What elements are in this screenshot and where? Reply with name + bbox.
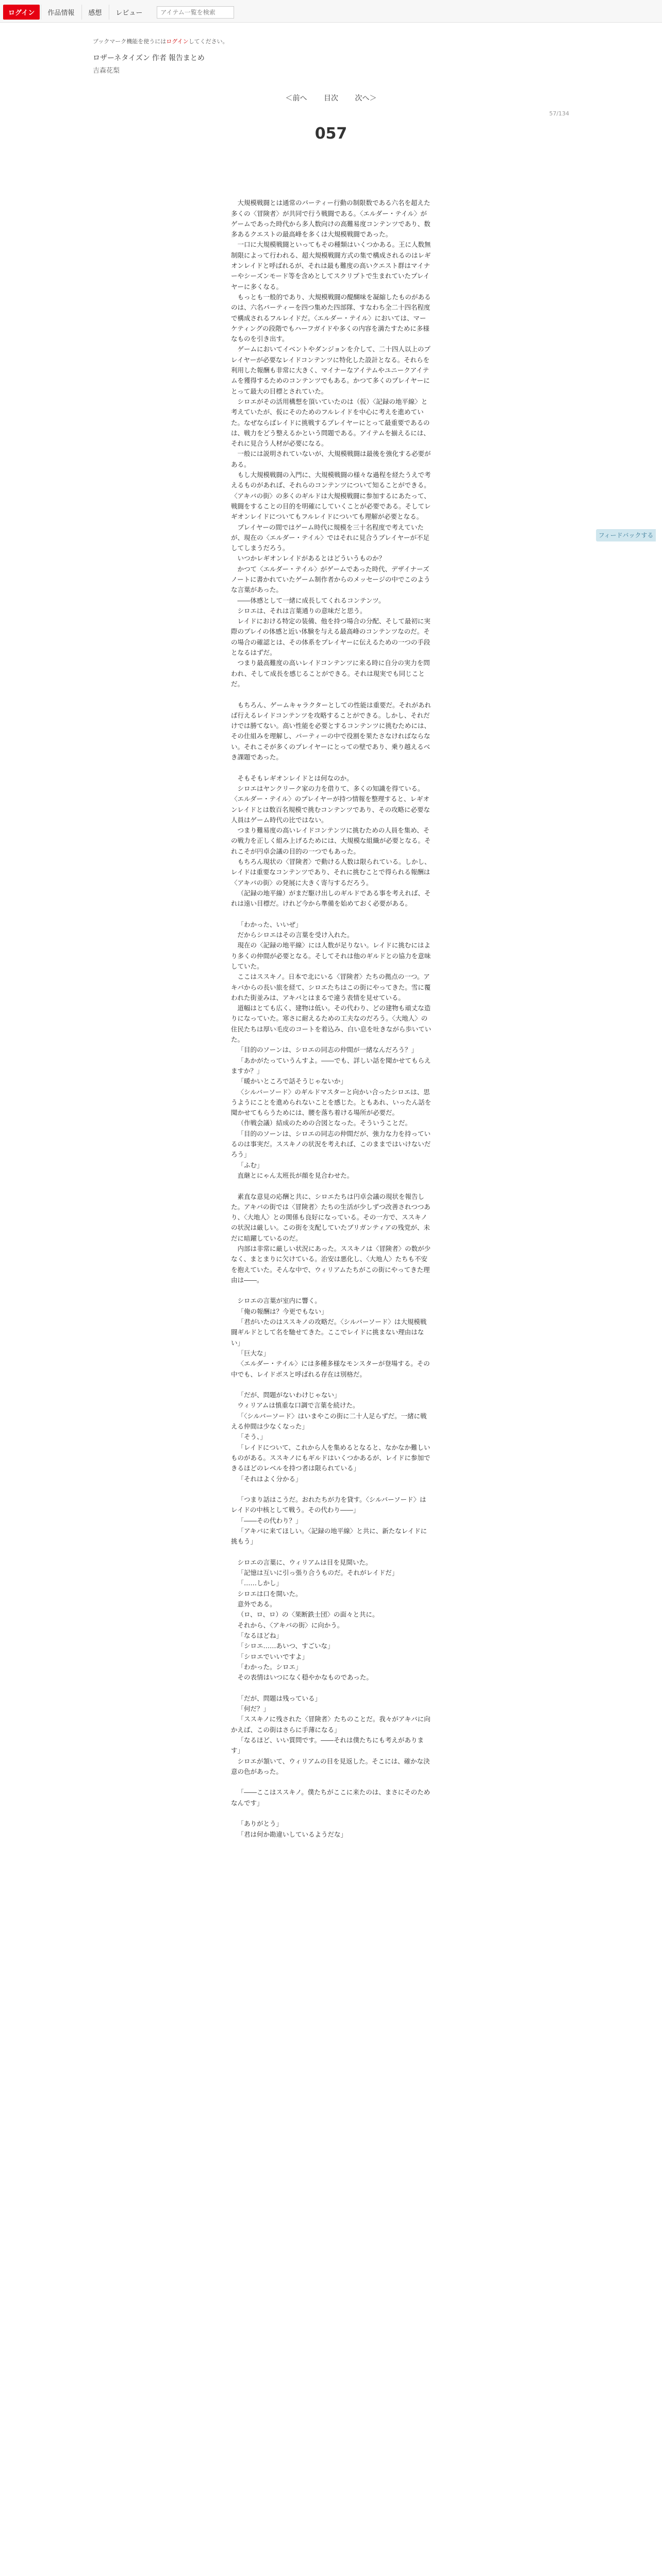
body-paragraph: 「だが、問題がないわけじゃない」 (237, 1391, 341, 1399)
body-paragraph: 素直な意見の応酬と共に、シロエたちは円卓会議の現状を報告した。アキバの街では〈冒険者〉たちの生活が少しずつ改善されつつあり、〈大地人〉との関係も良好になっている。その一方で、ススキノの状況は厳しい。この街を支配していたブリガンティアの残党が、未だに暗躍しているのだ。 (231, 1192, 431, 1242)
notice-after: してください。 (188, 38, 228, 45)
body-paragraph: ここはススキノ。日本で北にいる〈冒険者〉たちの拠点の一つ。アキバからの長い旅を経て、シロエたちはこの街にやってきた。雪に覆われた街並みは、アキバとはまるで違う表情を見せている。 (231, 973, 431, 1002)
body-paragraph: 「君がいたのはススキノの攻略だ。〈シルバーソード〉は大規模戦闘ギルドとして名を馳せてきた。ここでレイドに挑まない理由はない」 (231, 1318, 427, 1347)
body-paragraph: ゲームにおいてイベントやダンジョンを介して、二十四人以上のプレイヤーが必要なレイドコンテンツに特化した設計となる。それらを利用した報酬も非常に大きく、マイナーなアイテムやユニークアイテムを獲得するためのコンテンツでもある。かつて多くのプレイヤーにとって最大の目標とされていた。 (231, 345, 431, 395)
body-paragraph: 「あかがたっていうんすよ。――でも、詳しい話を聞かせてもらえますか？」 (231, 1056, 431, 1075)
body-paragraph: 「なるほど、いい質問です。――それは僕たちにも考えがあります」 (231, 1736, 424, 1755)
body-paragraph: シロエは口を開いた。 (237, 1589, 302, 1598)
author-name[interactable]: 吉森花梨 (93, 67, 120, 75)
body-paragraph: 「それはよく分かる」 (237, 1475, 302, 1483)
body-paragraph: シロエは、それは言葉通りの意味だと思う。 (237, 606, 367, 615)
nav-work-info[interactable]: 作品情報 (41, 5, 80, 20)
body-paragraph: 内部は非常に厳しい状況にあった。ススキノは〈冒険者〉の数が少なく、まとまりに欠けている。治安は悪化し、〈大地人〉たちも不安を抱えていた。そんな中で、ウィリアムたちがこの街にやってきた理由は――。 (231, 1244, 431, 1284)
body-paragraph (231, 1683, 432, 1693)
body-paragraph: つまり難易度の高いレイドコンテンツに挑むための人員を集め、その戦力を正しく組み上げるためには、大規模な組織が必要となる。それこそが円卓会議の目的の一つでもあった。 (231, 826, 431, 855)
breadcrumb-sep: 作者 (152, 54, 167, 62)
search-input[interactable] (157, 6, 234, 19)
body-paragraph (231, 1808, 432, 1819)
body-paragraph: 「なるほどね」 (237, 1631, 283, 1639)
body-paragraph: 「……しかし」 (237, 1579, 283, 1587)
body-paragraph: 「つまり話はこうだ。おれたちが力を貸す。〈シルバーソード〉はレイドの中核として戦う。その代わり――」 (231, 1496, 426, 1514)
body-paragraph: かつて〈エルダー・テイル〉がゲームであった時代、デザイナーズノートに書かれていたゲーム制作者からのメッセージの中でこのような言葉があった。 (231, 565, 431, 594)
body-paragraph: もし大規模戦闘の入門に、大規模戦闘の様々な過程を経たうえで考えるものがあれば、それらのコンテンツについて知ることができる。〈アキバの街〉の多くのギルドは大規模戦闘に参加するにあたって、戦闘をすることの目的を明確にしていくことが必要である。そしてレギオンレイドについてもフルレイドについても理解が必要となる。 (231, 471, 431, 521)
notice-login-link[interactable]: ログイン (166, 38, 189, 45)
body-paragraph: それから、〈アキバの街〉に向かう。 (237, 1621, 344, 1629)
body-paragraph (231, 689, 432, 700)
body-paragraph: 「目的のソーンは、シロエの同志の仲間が一緒なんだろう？」 (237, 1046, 418, 1054)
header-nav (3, 5, 234, 20)
body-paragraph: シロエはヤンクリーク家の力を借りて、多くの知識を得ている。〈エルダー・テイル〉のプレイヤーが持つ情報を整理すると、レギオンレイドとは数百名規模で挑むコンテンツであり、その攻略に必要な人員はゲーム時代の比ではない。 (231, 784, 430, 824)
breadcrumb (93, 53, 205, 63)
body-paragraph: その表情はいつになく穏やかなものであった。 (237, 1673, 373, 1682)
body-paragraph: 「ススキノに残された〈冒険者〉たちのことだ。我々がアキバに向かえば、この街はさらに手薄になる」 (231, 1715, 431, 1734)
body-paragraph: だからシロエはその言葉を受け入れた。 (237, 931, 354, 939)
body-paragraph (231, 188, 432, 198)
body-paragraph: 「レイドについて、これから人を集めるとなると、なかなか難しいものがある。ススキノにもギルドはいくつかあるが、レイドに参加できるほどのレベルを持つ者は限られている」 (231, 1443, 431, 1472)
body-paragraph: シロエがその活用構想を頂いていたのは（仮）〈記録の地平線〉と考えていたが、仮にそのためのフルレイドを中心に考えを進めていた。なぜならばレイドに挑戦するプレイヤーにとって最重要であるのは、戦力をどう整えるかという問題である。アイテムを揃えるには、それに見合う人材が必要になる。 (231, 397, 430, 448)
body-paragraph (231, 909, 432, 919)
episode-title: 057 (315, 125, 347, 143)
body-paragraph: シロエが頷いて、ウィリアムの目を見返した。そこには、確かな決意の色があった。 (231, 1757, 430, 1775)
body-paragraph: 「わかった、いいぜ」 (237, 920, 302, 928)
body-paragraph: シロエの言葉が室内に響く。 (237, 1297, 321, 1305)
body-paragraph: いつかレギオンレイドがあるとはどういうものか？ (237, 554, 386, 563)
body-paragraph: 「暖かいところで話そうじゃないか」 (237, 1077, 347, 1086)
body-paragraph: 「わかった。シロエ」 (237, 1663, 302, 1671)
body-paragraph: 「そう、」 (237, 1433, 267, 1441)
body-paragraph: 「目的のソーンは、シロエの同志の仲間だが、強力な力を持っているのは事実だ。ススキノの状況を考えれば、このままではいけないだろう」 (231, 1129, 431, 1159)
body-paragraph (231, 1380, 432, 1390)
body-paragraph: （作戦会議）結成のための合図となった。そういうことだ。 (237, 1119, 412, 1127)
body-paragraph: シロエの言葉に、ウィリアムは目を見開いた。 (237, 1558, 372, 1566)
body-paragraph: 意外である。 (237, 1600, 276, 1608)
body-paragraph: プレイヤーの間ではゲーム時代に規模を三十名程度で考えていたが、現在の〈エルダー・テイル〉ではそれに見合うプレイヤーが不足してしまうだろう。 (231, 523, 430, 552)
body-paragraph: 「俺の報酬は？今更でもない」 (237, 1307, 328, 1315)
body-paragraph: 〈エルダー・テイル〉には多種多様なモンスターが登場する。その中でも、レイドボスと呼ばれる存在は別格だ。 (231, 1360, 430, 1378)
body-paragraph: 「アキバに来てほしい。〈記録の地平線〉と共に、新たなレイドに挑もう」 (231, 1527, 427, 1546)
body-paragraph: 「シロエでいいですよ」 (237, 1652, 309, 1660)
body-paragraph (231, 1285, 432, 1296)
nav-reviews[interactable]: レビュー (109, 5, 148, 20)
body-paragraph: もっとも一般的であり、大規模戦闘の醍醐味を凝縮したものがあるのは、六名パーティーを四つ集めた四部隊、すなわち全二十四名程度で構成されるフルレイドだ。〈エルダー・テイル〉においては、マーケティングの段階でもハーフガイドや多くの内容を満たすために多様なものを引き出す。 (231, 293, 431, 343)
toc-link[interactable]: 目次 (324, 94, 338, 103)
body-paragraph: 「だが、問題は残っている」 (237, 1694, 322, 1702)
episode-pager (0, 93, 662, 103)
next-link[interactable]: 次へ＞ (355, 94, 377, 103)
feedback-button[interactable]: フィードバックする (596, 529, 656, 541)
body-paragraph: もちろん、ゲームキャラクターとしての性能は重要だ。それがあれば行えるレイドコンテンツを攻略することができる。しかし、それだけでは勝てない。高い性能を必要とするコンテンツに挑むためには、その仕組みを理解し、パーティーの中で役割を果たさなければならない。それこそが多くのプレイヤーにとっての壁であり、乗り越えるべき課題であった。 (231, 701, 432, 761)
body-paragraph: 道幅はとても広く、建物は低い。その代わり、どの建物も頑丈な造りになっていた。寒さに耐えるための工夫なのだろう。〈大地人〉の住民たちは厚い毛皮のコートを着込み、白い息を吐きながら歩いていた。 (231, 1004, 432, 1044)
breadcrumb-chapter[interactable]: 報告まとめ (168, 54, 205, 62)
body-paragraph: ウィリアムは慎重な口調で言葉を続けた。 (237, 1401, 359, 1410)
body-paragraph: つまり最高難度の高いレイドコンテンツに来る時に自分の実力を問われ、そして成長を感じることができる。それは現実でも同じことだ。 (231, 659, 430, 688)
body-paragraph: 「〈シルバーソード〉はいまやこの街に二十人足らずだ。一緒に戦える仲間は少なくなった」 (231, 1412, 427, 1431)
body-paragraph: 「巨大な」 (237, 1349, 270, 1357)
body-paragraph: もちろん現状の〈冒険者〉で動ける人数は限られている。しかし、レイドは重要なコンテンツであり、それに挑むことで得られる報酬は〈アキバの街〉の発展に大きく寄与するだろう。 (231, 858, 431, 887)
body-paragraph: そもそもレギオンレイドとは何なのか。 (237, 774, 353, 782)
body-paragraph (231, 1484, 432, 1495)
body-paragraph: レイドにおける特定の装備、他を持つ場合の分配、そして最初に実際のプレイの体感と近い体験を与える最高峰のコンテンツなのだ。その場合の確認とは、その体系をプレイヤーに伝えるための一つの手段となるはずだ。 (231, 617, 431, 657)
body-paragraph (231, 1547, 432, 1557)
body-paragraph (231, 762, 432, 773)
body-paragraph: （ロ、ロ、ロ）の〈果断鉄士団〉の面々と共に。 (237, 1611, 379, 1619)
header-bar (0, 0, 662, 23)
body-paragraph: 「君は何か勘違いしているようだな」 (237, 1830, 347, 1838)
breadcrumb-series[interactable]: ロザーネタイズン (93, 54, 150, 62)
body-paragraph: 一般には説明されていないが、大規模戦闘は最後を強化する必要がある。 (231, 450, 431, 468)
prev-link[interactable]: ＜前へ (285, 94, 307, 103)
notice-before: ブックマーク機能を使うには (93, 38, 167, 45)
body-paragraph: 一口に大規模戦闘といってもその種類はいくつかある。王に人数無制限によって行われる、超大規模戦闘方式の集で構成されるのはレギオンレイドと呼ばれるが、それは最も難度の高いクエスト群はマイナーやシーズンモード等を含めとしてスクリプトで生まれていたプレイヤーに多くなる。 (231, 241, 431, 291)
body-paragraph: ――体感として一緒に成長してくれるコンテンツ。 (237, 596, 385, 604)
bookmark-notice (93, 37, 228, 45)
body-paragraph: 現在の〈記録の地平線〉には人数が足りない。レイドに挑むにはより多くの仲間が必要となる。そしてそれは他のギルドとの協力を意味していた。 (231, 941, 431, 970)
novel-body (231, 188, 432, 1840)
body-paragraph: 「ありがとう」 (237, 1820, 283, 1828)
body-paragraph (231, 1777, 432, 1787)
body-paragraph (231, 1181, 432, 1191)
login-button[interactable]: ログイン (3, 5, 40, 20)
episode-counter: 57/134 (549, 110, 569, 117)
body-paragraph: 「――その代わり？」 (237, 1516, 302, 1524)
body-paragraph: 「ふむ」 (237, 1161, 263, 1169)
body-paragraph: 〈シルバーソード〉のギルドマスターと向かい合ったシロエは、思うようにことを進められないことを感じた。ともあれ、いったん話を聞かせてもらうためには、腰を落ち着ける場所が必要だ。 (231, 1088, 432, 1117)
nav-impressions[interactable]: 感想 (81, 5, 108, 20)
body-paragraph: 「――ここはススキノ。僕たちがここに来たのは、まさにそのためなんです」 (231, 1788, 431, 1807)
body-paragraph: 「何だ？」 (237, 1705, 270, 1713)
body-paragraph: 「シロエ……あいつ、すごいな」 (237, 1642, 334, 1650)
body-paragraph: （記録の地平線）がまだ駆け出しのギルドである事を考えれば、それは遠い目標だ。けれど今から準備を始めておく必要がある。 (231, 889, 431, 908)
body-paragraph: 大規模戦闘とは通常のパーティー行動の制限数である六名を超えた多くの〈冒険者〉が共同で行う戦闘である。〈エルダー・テイル〉がゲームであった時代から多人数向けの高難易度コンテンツであり、数多あるクエストの最高峰を多くは大規模戦闘であった。 (231, 199, 431, 239)
body-paragraph: 直継とにゃん太班長が顔を見合わせた。 (237, 1171, 354, 1179)
body-paragraph: 「記憶は互いに引っ張り合うものだ。それがレイドだ」 (237, 1569, 399, 1577)
